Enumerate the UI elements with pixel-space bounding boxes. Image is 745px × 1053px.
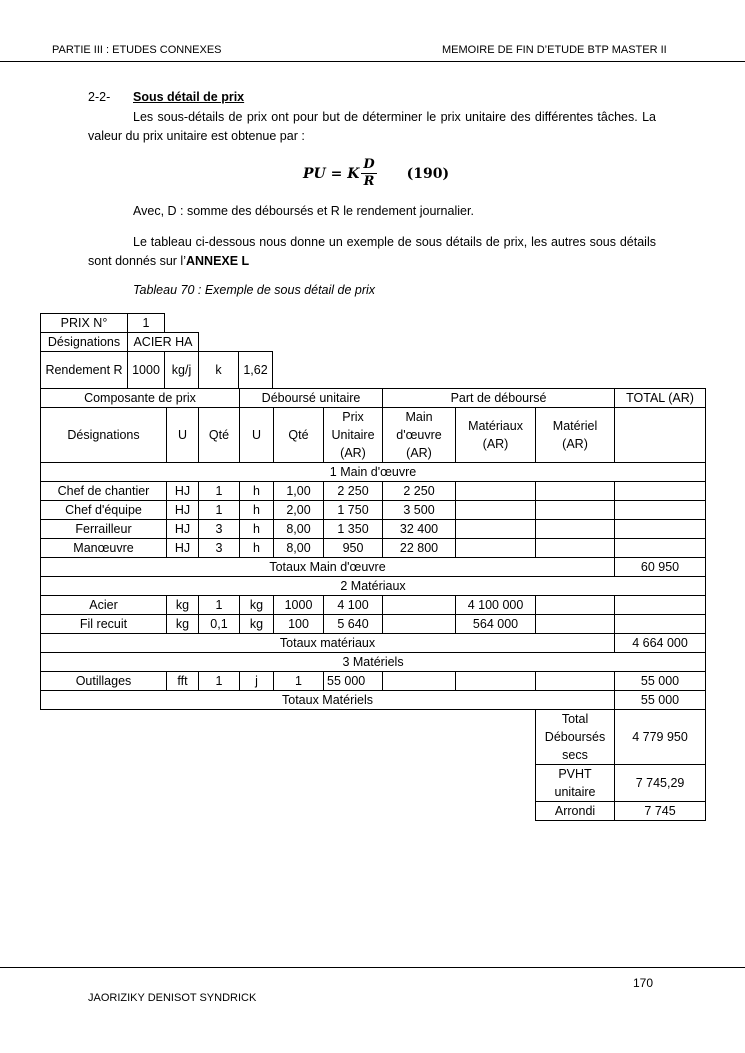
row-qte1: 1 [199, 501, 240, 520]
row-main-oeuvre [383, 672, 456, 691]
col-qte2: Qté [274, 408, 324, 463]
header-rule [0, 61, 745, 62]
row-designation: Manœuvre [41, 539, 167, 558]
section-title: Sous détail de prix [133, 90, 245, 104]
row-designation: Outillages [41, 672, 167, 691]
row-prix-unitaire: 2 250 [324, 482, 383, 501]
formula-denominator: R [363, 174, 375, 189]
row-total [615, 501, 706, 520]
arrondi-label: Arrondi [536, 802, 615, 821]
total-materiaux-label: Totaux matériaux [41, 634, 615, 653]
designation-label: Désignations [41, 333, 128, 352]
row-prix-unitaire: 950 [324, 539, 383, 558]
formula-number: (190) [406, 165, 450, 182]
row-qte1: 1 [199, 482, 240, 501]
group-composante: Composante de prix [41, 389, 240, 408]
rendement-unit: kg/j [165, 352, 199, 389]
row-qte1: 3 [199, 520, 240, 539]
pvht-value: 7 745,29 [615, 765, 706, 802]
row-materiaux [456, 672, 536, 691]
section-title-row [41, 463, 706, 482]
section-total-row [41, 634, 706, 653]
row-prix-unitaire: 5 640 [324, 615, 383, 634]
row-u2: kg [240, 615, 274, 634]
formula [303, 157, 449, 190]
row-qte2: 1000 [274, 596, 324, 615]
tableau-paragraph [88, 233, 656, 271]
section-number: 2-2- [88, 90, 111, 104]
row-materiaux [456, 539, 536, 558]
total-materiels-label: Totaux Matériels [41, 691, 615, 710]
formula-lhs: PU = K [303, 165, 360, 182]
rendement-value: 1000 [128, 352, 165, 389]
row-u1: kg [167, 596, 199, 615]
total-debourses-label: Total Déboursés secs [536, 710, 615, 765]
row-materiel [536, 482, 615, 501]
row-qte2: 1 [274, 672, 324, 691]
row-u1: HJ [167, 539, 199, 558]
section-title-materiaux: 2 Matériaux [41, 577, 706, 596]
row-u1: HJ [167, 520, 199, 539]
table-row [41, 501, 706, 520]
row-u1: kg [167, 615, 199, 634]
row-u2: h [240, 501, 274, 520]
summary-row [41, 802, 706, 821]
total-main-oeuvre-label: Totaux Main d'œuvre [41, 558, 615, 577]
arrondi-value: 7 745 [615, 802, 706, 821]
row-total: 55 000 [615, 672, 706, 691]
row-prix-unitaire: 1 350 [324, 520, 383, 539]
col-designations: Désignations [41, 408, 167, 463]
row-materiaux: 4 100 000 [456, 596, 536, 615]
row-qte2: 8,00 [274, 539, 324, 558]
col-materiaux: Matériaux (AR) [456, 408, 536, 463]
table-row [41, 520, 706, 539]
section-title-main-oeuvre: 1 Main d'œuvre [41, 463, 706, 482]
row-qte1: 1 [199, 596, 240, 615]
row-materiel [536, 596, 615, 615]
table-row [41, 672, 706, 691]
row-main-oeuvre: 32 400 [383, 520, 456, 539]
prix-label: PRIX N° [41, 314, 128, 333]
row-main-oeuvre: 3 500 [383, 501, 456, 520]
section-total-row [41, 558, 706, 577]
row-total [615, 615, 706, 634]
col-total [615, 408, 706, 463]
formula-numerator: D [363, 157, 375, 172]
summary-row [41, 710, 706, 765]
row-total [615, 539, 706, 558]
row-qte2: 1,00 [274, 482, 324, 501]
total-debourses-value: 4 779 950 [615, 710, 706, 765]
col-main-oeuvre: Main d'œuvre (AR) [383, 408, 456, 463]
row-u2: h [240, 482, 274, 501]
header-left: PARTIE III : ETUDES CONNEXES [52, 44, 222, 56]
rendement-label: Rendement R [41, 352, 128, 389]
prix-value: 1 [128, 314, 165, 333]
section-total-row [41, 691, 706, 710]
total-materiels-value: 55 000 [615, 691, 706, 710]
row-u2: h [240, 539, 274, 558]
row-designation: Acier [41, 596, 167, 615]
row-u2: j [240, 672, 274, 691]
footer-rule [0, 967, 745, 968]
row-materiaux [456, 501, 536, 520]
row-u1: HJ [167, 482, 199, 501]
group-debourse: Déboursé unitaire [240, 389, 383, 408]
summary-row [41, 765, 706, 802]
row-materiel [536, 539, 615, 558]
col-u1: U [167, 408, 199, 463]
row-materiaux: 564 000 [456, 615, 536, 634]
row-main-oeuvre [383, 596, 456, 615]
info-table [40, 313, 273, 389]
group-total: TOTAL (AR) [615, 389, 706, 408]
tableau-text: Le tableau ci-dessous nous donne un exemple de sous détails de prix, les autres sous détails sont donnés sur l’ [88, 235, 656, 268]
column-header-row [41, 408, 706, 463]
table-row [41, 539, 706, 558]
row-u1: HJ [167, 501, 199, 520]
row-qte2: 100 [274, 615, 324, 634]
row-u2: kg [240, 596, 274, 615]
row-main-oeuvre: 22 800 [383, 539, 456, 558]
row-prix-unitaire: 4 100 [324, 596, 383, 615]
row-qte1: 1 [199, 672, 240, 691]
designation-value: ACIER HA [128, 333, 199, 352]
formula-fraction [361, 157, 376, 190]
table-row [41, 482, 706, 501]
row-designation: Ferrailleur [41, 520, 167, 539]
col-prix-unitaire: Prix Unitaire (AR) [324, 408, 383, 463]
row-materiel [536, 615, 615, 634]
price-detail-table [40, 388, 706, 821]
group-part: Part de déboursé [383, 389, 615, 408]
row-main-oeuvre [383, 615, 456, 634]
row-materiel [536, 672, 615, 691]
col-u2: U [240, 408, 274, 463]
row-qte2: 2,00 [274, 501, 324, 520]
k-value: 1,62 [239, 352, 273, 389]
row-designation: Chef de chantier [41, 482, 167, 501]
row-total [615, 596, 706, 615]
row-u2: h [240, 520, 274, 539]
row-materiaux [456, 520, 536, 539]
section-title-materiels: 3 Matériels [41, 653, 706, 672]
col-qte1: Qté [199, 408, 240, 463]
pvht-label: PVHT unitaire [536, 765, 615, 802]
row-prix-unitaire: 55 000 [324, 672, 383, 691]
col-materiel: Matériel (AR) [536, 408, 615, 463]
row-designation: Fil recuit [41, 615, 167, 634]
row-total [615, 482, 706, 501]
row-designation: Chef d'équipe [41, 501, 167, 520]
k-label: k [199, 352, 239, 389]
row-prix-unitaire: 1 750 [324, 501, 383, 520]
row-materiel [536, 520, 615, 539]
row-total [615, 520, 706, 539]
table-caption: Tableau 70 : Exemple de sous détail de prix [133, 283, 376, 297]
row-main-oeuvre: 2 250 [383, 482, 456, 501]
row-materiaux [456, 482, 536, 501]
page-number: 170 [633, 976, 654, 990]
group-header-row [41, 389, 706, 408]
header-right: MEMOIRE DE FIN D’ETUDE BTP MASTER II [442, 44, 667, 56]
row-materiel [536, 501, 615, 520]
total-materiaux-value: 4 664 000 [615, 634, 706, 653]
avec-paragraph: Avec, D : somme des déboursés et R le rendement journalier. [133, 204, 474, 218]
row-qte1: 3 [199, 539, 240, 558]
row-qte1: 0,1 [199, 615, 240, 634]
total-main-oeuvre-value: 60 950 [615, 558, 706, 577]
table-row [41, 596, 706, 615]
row-qte2: 8,00 [274, 520, 324, 539]
intro-paragraph: Les sous-détails de prix ont pour but de déterminer le prix unitaire des différentes tâches. La valeur du prix unitaire est obtenue par : [88, 110, 656, 143]
annexe-ref: ANNEXE L [185, 254, 250, 268]
table-row [41, 615, 706, 634]
section-title-row [41, 577, 706, 596]
footer-author: JAORIZIKY DENISOT SYNDRICK [88, 992, 257, 1004]
row-u1: fft [167, 672, 199, 691]
section-title-row [41, 653, 706, 672]
